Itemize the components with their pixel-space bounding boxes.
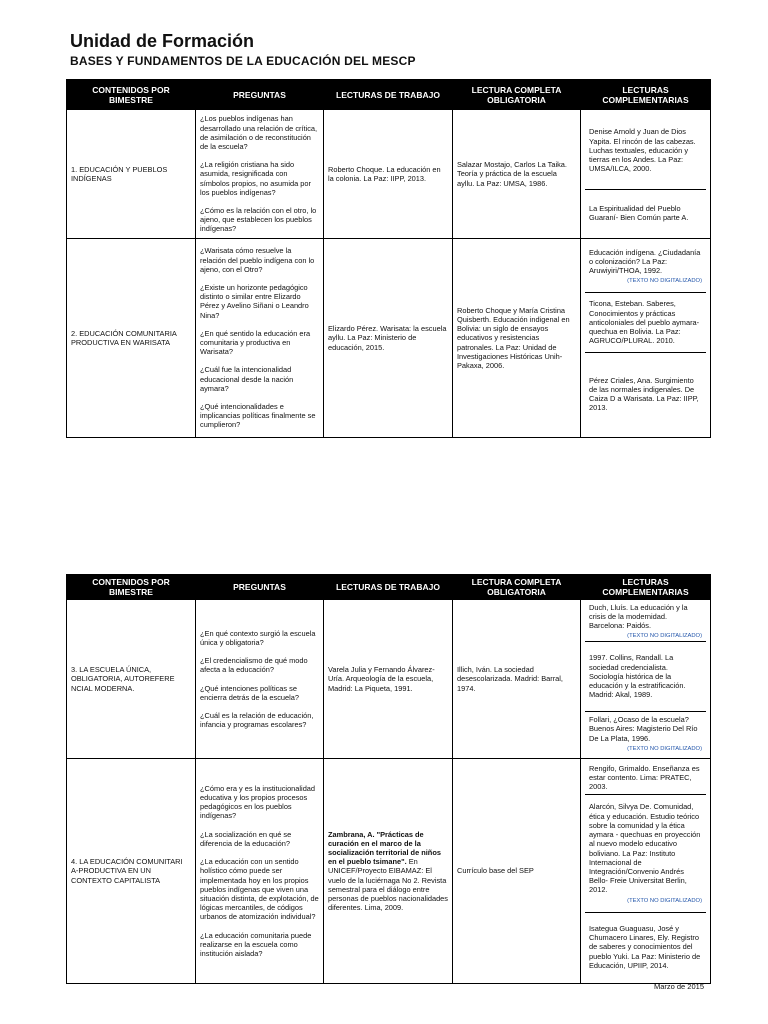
footer-date: Marzo de 2015 [653, 982, 704, 991]
table-row [67, 600, 711, 759]
complementaria-item: Duch, Lluís. La educación y la crisis de la modernidad. Barcelona: Paidós. (TEXTO NO DIGITALIZADO) [585, 602, 706, 642]
pregunta: ¿Los pueblos indígenas han desarrollado una relación de crítica, de asimilación o de reconstitución de la escuela? [200, 114, 318, 151]
lectura-trabajo-title: Zambrana, A. "Prácticas de curación en el marco de la socialización territorial de niños en el pueblo tsimane". [328, 829, 441, 867]
complementarias-cell [581, 239, 711, 438]
page-title: Unidad de Formación [70, 31, 255, 51]
complementaria-item: La Espiritualidad del Pueblo Guaraní- Bien Común parte A. [589, 203, 689, 222]
pregunta: ¿La religión cristiana ha sido asumida, resignificada con símbolos propios, no asumida por los pueblos indígenas? [200, 160, 311, 197]
complementaria-item: 1997. Collins, Randall. La sociedad credencialista. Sociología histórica de la educación y la estratificación. Madrid: Akal, 1989. [585, 642, 706, 712]
pregunta: ¿En qué sentido la educación era comunitaria y productiva en Warisata? [200, 328, 311, 357]
pregunta: ¿Cómo era y es la institucionalidad educativa y los propios procesos pedagógicos en los pueblos indígenas? [200, 783, 316, 821]
complementaria-item: Educación indígena. ¿Ciudadanía o colonización? La Paz: Aruwiyiri/THOA, 1992. (TEXTO NO DIGITALIZADO) [585, 241, 706, 293]
texto-no-digitalizado-note: (TEXTO NO DIGITALIZADO) [627, 897, 702, 904]
complementaria-item: Denise Arnold y Juan de Dios Yapita. El rincón de las cabezas. Luchas textuales, educación y tierras en los Andes. La Paz: UMSA/ILCA, 2000. [585, 112, 706, 190]
table-bimestre-1 [66, 79, 711, 438]
pregunta: ¿La educación con un sentido holístico cómo puede ser implementada hoy en los propios pueblos indígenas que viven una situación distinta, de explotación, de lógicas mercantiles, de códigos urbanos de atomización individual? [200, 857, 319, 922]
header-lecturas-trabajo: LECTURAS DE TRABAJO [324, 80, 453, 110]
contenido-cell: 2. EDUCACIÓN COMUNITARIA PRODUCTIVA EN WARISATA [67, 239, 196, 438]
complementaria-item: Isategua Guaguasu, José y Chumacero Linares, Ely. Registro de saberes y conocimientos del pueblo Yuki. La Paz: Ministerio de Educación, UPIIP, 2014. [589, 923, 701, 970]
lectura-obligatoria-cell: Salazar Mostajo, Carlos La Taika. Teoría y práctica de la escuela ayllu. La Paz: UMSA, 1986. [453, 110, 581, 239]
texto-no-digitalizado-note: (TEXTO NO DIGITALIZADO) [627, 745, 702, 752]
complementaria-item: Alarcón, Silvya De. Comunidad, ética y educación. Estudio teórico sobre la comunidad y la ética aymara - quechuas en proyección al nuevo modelo educativo boliviano. La Paz: Instituto Internacional de Integración/Convenio Andrés Bello- Freie Universitat Berlin, 2012. (TEXTO NO DIGITALIZADO) [585, 795, 706, 913]
pregunta: ¿En qué contexto surgió la escuela única y obligatoria? [200, 628, 316, 647]
header-lecturas-trabajo: LECTURAS DE TRABAJO [324, 575, 453, 600]
pregunta: ¿La socialización en qué se diferencia de la educación? [200, 829, 292, 848]
texto-no-digitalizado-note: (TEXTO NO DIGITALIZADO) [627, 278, 702, 285]
header-preguntas: PREGUNTAS [196, 80, 324, 110]
preguntas-cell [196, 759, 324, 984]
pregunta: ¿Cómo es la relación con el otro, lo ajeno, que establecen los pueblos indígenas? [200, 206, 317, 234]
header-lecturas-complementarias: LECTURAS COMPLEMENTARIAS [581, 80, 711, 110]
preguntas-cell [196, 239, 324, 438]
pregunta: ¿Cuál es la relación de educación, infancia y programas escolares? [200, 710, 314, 730]
pregunta: ¿Warisata cómo resuelve la relación del pueblo indígena con lo ajeno, con el Otro? [200, 246, 315, 274]
pregunta: ¿Existe un horizonte pedagógico distinto o similar entre Elizardo Pérez y Avelino Siñani o Leandro Nina? [200, 282, 309, 320]
lectura-trabajo-cell [324, 759, 453, 984]
pregunta: ¿Cuál fue la intencionalidad educacional desde la nación aymara? [200, 365, 294, 393]
texto-no-digitalizado-note: (TEXTO NO DIGITALIZADO) [627, 633, 702, 640]
complementaria-item: Ticona, Esteban. Saberes, Conocimientos y prácticas anticoloniales del pueblo aymara-quechua en Bolivia. La Paz: AGRUCO/PLURAL. 2010. [585, 293, 706, 353]
complementaria-item: Follari, ¿Ocaso de la escuela? Buenos Aires: Magisterio Del Río De La Plata, 1996. (TEXTO NO DIGITALIZADO) [589, 715, 702, 752]
pregunta: ¿Qué intencionalidades e implicancias políticas finalmente se cumplieron? [200, 402, 316, 430]
complementarias-cell [581, 110, 711, 239]
page-subtitle: BASES Y FUNDAMENTOS DE LA EDUCACIÓN DEL MESCP [70, 54, 416, 68]
pregunta: ¿El credencialismo de qué modo afecta a la educación? [200, 656, 308, 675]
pregunta: ¿Qué intenciones políticas se encierra detrás de la escuela? [200, 683, 300, 702]
header-lectura-obligatoria: LECTURA COMPLETA OBLIGATORIA [453, 575, 581, 600]
contenido-cell: 3. LA ESCUELA ÚNICA, OBLIGATORIA, AUTOREFERE NCIAL MODERNA. [67, 600, 196, 759]
table-bimestre-2 [66, 574, 711, 984]
table-row [67, 110, 711, 239]
table-row [67, 239, 711, 438]
lectura-obligatoria-cell: Roberto Choque y María Cristina Quisberth. Educación indigenal en Bolivia: un siglo de ensayos educativos y resistencias patronales. La Paz: Unidad de Investigaciones Históricas Unih- Pakaxa, 2006. [453, 239, 581, 438]
table-header-row [67, 80, 711, 110]
complementaria-item: Pérez Criales, Ana. Surgimiento de las normales indigenales. De Caiza D a Warisata. La Paz: IIPP, 2013. [589, 375, 699, 413]
complementarias-cell [581, 600, 711, 759]
lectura-trabajo-text: En UNICEF/Proyecto EIBAMAZ: El vuelo de la luciérnaga No 2. Revista semestral para el diálogo entre personas de pueblos nacionalidades diferentes. Lima, 2009. [328, 857, 448, 913]
header-lecturas-complementarias: LECTURAS COMPLEMENTARIAS [581, 575, 711, 600]
contenido-cell: 4. LA EDUCACIÓN COMUNITARI A-PRODUCTIVA EN UN CONTEXTO CAPITALISTA [67, 759, 196, 984]
table-row [67, 759, 711, 984]
lectura-trabajo-cell: Elizardo Pérez. Warisata: la escuela ayllu. La Paz: Ministerio de educación, 2015. [324, 239, 453, 438]
preguntas-cell [196, 600, 324, 759]
preguntas-cell [196, 110, 324, 239]
header-contenidos: CONTENIDOS POR BIMESTRE [67, 80, 196, 110]
complementarias-cell [581, 759, 711, 984]
header-lectura-obligatoria: LECTURA COMPLETA OBLIGATORIA [453, 80, 581, 110]
lectura-trabajo-cell: Roberto Choque. La educación en la colonia. La Paz: IIPP, 2013. [324, 110, 453, 239]
complementaria-item: Rengifo, Grimaldo. Enseñanza es estar contento. Lima: PRATEC, 2003. [585, 761, 706, 795]
contenido-cell: 1. EDUCACIÓN Y PUEBLOS INDÍGENAS [67, 110, 196, 239]
lectura-obligatoria-cell: Currículo base del SEP [453, 759, 581, 984]
header-preguntas: PREGUNTAS [196, 575, 324, 600]
table-header-row [67, 575, 711, 600]
lectura-trabajo-cell: Varela Julia y Fernando Álvarez- Uría. Arqueología de la escuela, Madrid: La Piqueta, 1991. [324, 600, 453, 759]
header-contenidos: CONTENIDOS POR BIMESTRE [67, 575, 196, 600]
pregunta: ¿La educación comunitaria puede realizarse en la escuela como institución aislada? [200, 930, 312, 958]
lectura-obligatoria-cell: Illich, Iván. La sociedad desescolarizada. Madrid: Barral, 1974. [453, 600, 581, 759]
